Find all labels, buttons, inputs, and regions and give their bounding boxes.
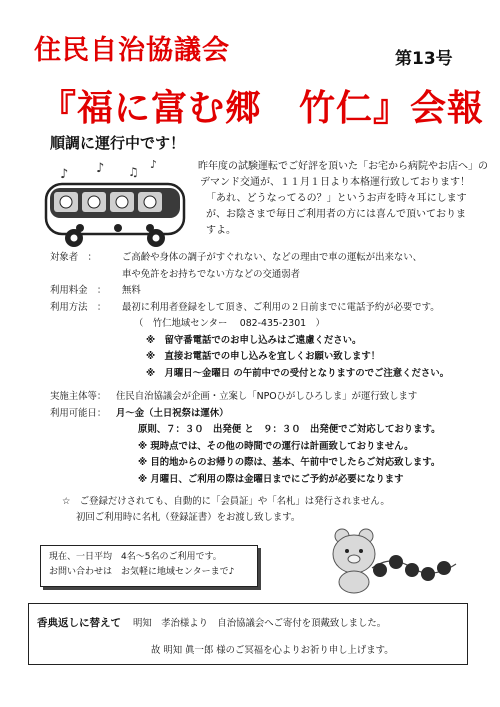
- operation-note: ※ 目的地からのお帰りの際は、基本、午前中でしたらご対応致します。: [138, 457, 441, 468]
- registration-line: ☆ ご登録だけされても、自動的に「会員証」や「名札」は発行されません。: [62, 496, 390, 507]
- operation-note: ※ 月曜日、ご利用の際は金曜日までにご予約が必要になります: [138, 473, 404, 485]
- intro-line: 昨年度の試験運転でご好評を頂いた「お宅から病院やお店へ」の: [198, 161, 488, 172]
- svg-text:♪: ♪: [150, 158, 158, 171]
- registration-note: [34, 494, 390, 526]
- page-title: 『福に富む郷 竹仁』会報: [40, 88, 485, 129]
- headline: 順調に運行中です！: [50, 134, 186, 152]
- usage-line: 現在、一日平均 4名～5名のご利用です。: [49, 552, 222, 562]
- org-name: 住民自治協議会: [34, 35, 230, 66]
- footer-label: 香典返しに替えて: [37, 617, 121, 629]
- target-text-2: 車や免許をお持ちでない方などの交通弱者: [122, 268, 301, 280]
- intro-line: 「あれ、どうなってるの？」というお声を時々耳にします: [206, 193, 467, 204]
- method-note: ※ 月曜日～金曜日 の午前中での受付となりますのでご注意ください。: [146, 367, 450, 379]
- usage-info-box: [40, 545, 258, 587]
- schedule-text: 原則、７：３０ 出発便 と ９：３０ 出発便でご対応しております。: [138, 424, 441, 435]
- operator-text: 住民自治協議会が企画・立案し「NPOひがしひろしま」が運行致します: [116, 391, 418, 402]
- center-phone: （ 竹仁地域センター 082-435-2301 ）: [134, 318, 325, 329]
- footer-box: [28, 603, 468, 665]
- target-text: ご高齢や身体の調子がすぐれない、などの理由で車の運転が出来ない、: [122, 252, 423, 263]
- days-text: 月～金（土日祝祭は運休）: [116, 407, 229, 419]
- footer-line-2: 故 明知 眞一郎 様のご冥福を心よりお祈り申し上げます。: [151, 645, 394, 656]
- svg-text:♪: ♪: [60, 167, 69, 182]
- bus-illustration: [40, 158, 190, 250]
- music-note-icon: [60, 158, 157, 182]
- intro-text: [198, 159, 488, 239]
- operation-note: ※ 現時点では、その他の時間での運行は計画致しておりません。: [138, 440, 414, 452]
- intro-line: が、お陰さまで毎日ご利用者の方には喜んで頂いておりま: [206, 209, 466, 220]
- target-label: 対象者 ：: [50, 252, 97, 263]
- footer-line-1: 明知 孝治様より 自治協議会へご寄付を頂戴致しました。: [133, 618, 387, 629]
- method-label: 利用方法 ：: [50, 301, 107, 313]
- operation-details: [50, 389, 441, 488]
- issue-number: 第13号: [395, 49, 453, 69]
- intro-line: デマンド交通が、１１月１日より本格運行致しております！: [200, 177, 470, 188]
- days-label: 利用可能日：: [50, 407, 107, 419]
- usage-line: お問い合わせは お気軽に地域センターまで♪: [49, 567, 235, 577]
- svg-text:♪: ♪: [96, 161, 105, 176]
- registration-line: 初回ご利用時に名札（登録証書）をお渡し致します。: [76, 512, 301, 523]
- operator-label: 実施主体等：: [50, 391, 107, 402]
- method-note: ※ 直接お電話での申し込みを宜しくお願い致します！: [146, 351, 381, 362]
- method-note: ※ 留守番電話でのお申し込みはご遠慮ください。: [146, 334, 362, 346]
- fee-label: 利用料金 ：: [50, 285, 107, 296]
- service-details: [50, 250, 449, 382]
- intro-line: すよ。: [206, 225, 236, 236]
- svg-text:♫: ♫: [128, 165, 139, 179]
- method-text: 最初に利用者登録をして頂き、ご利用の２日前までに電話予約が必要です。: [122, 301, 440, 313]
- fee-value: 無料: [122, 285, 141, 296]
- bear-illustration: [322, 524, 462, 594]
